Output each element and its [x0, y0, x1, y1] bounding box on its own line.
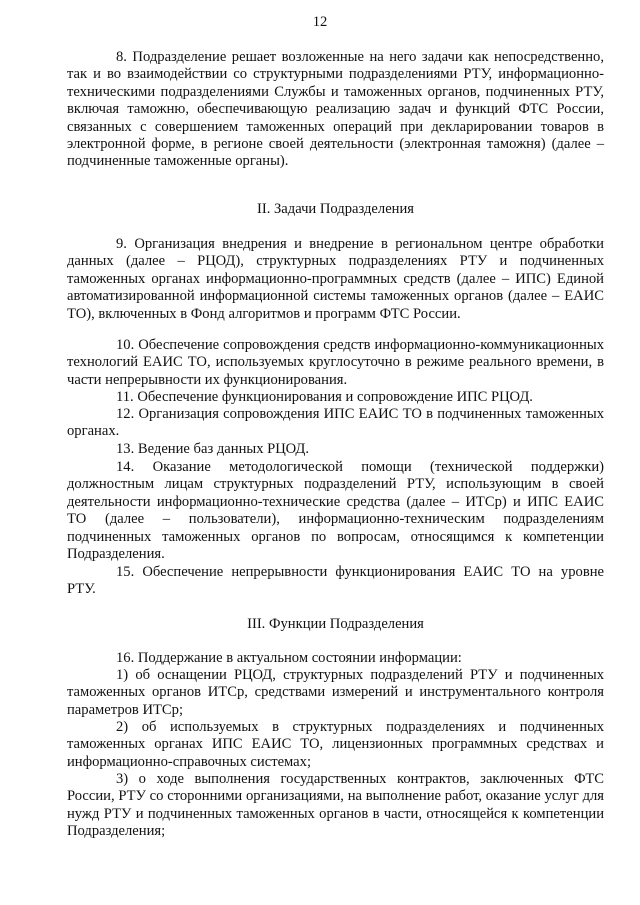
- page-number: 12: [312, 14, 328, 30]
- paragraph-10: 10. Обеспечение сопровождения средств информационно-коммуникационных технологий ЕАИС ТО, используемых круглосуточно в режиме реального времени, в части непрерывности их функционирования.: [67, 337, 604, 388]
- paragraph-11: 11. Обеспечение функционирования и сопровождение ИПС РЦОД.: [116, 389, 533, 405]
- section-heading-tasks: II. Задачи Подразделения: [256, 201, 415, 217]
- paragraph-8: 8. Подразделение решает возложенные на него задачи как непосредственно, так и во взаимодействии со структурными подразделениями РТУ, информационно-техническими подразделениями Службы и таможенных органов, подчиненных РТУ, включая таможню, обеспечивающую реализацию задач и функций ФТС России, связанных с совершением таможенных операций при декларировании товаров в электронной форме, в регионе своей деятельности (электронная таможня) (далее – подчиненные таможенные органы).: [67, 49, 604, 170]
- paragraph-9: 9. Организация внедрения и внедрение в региональном центре обработки данных (далее – РЦОД), структурных подразделениях РТУ и подчиненных таможенных органах информационно-программных средств (далее – ИПС) Единой автоматизированной информационной системы таможенных органов (далее – ЕАИС ТО), включенных в Фонд алгоритмов и программ ФТС России.: [67, 236, 604, 322]
- paragraph-16: 16. Поддержание в актуальном состоянии информации:: [116, 650, 462, 666]
- paragraph-16-item-2: 2) об используемых в структурных подразделениях и подчиненных таможенных органах ИПС ЕАИС ТО, лицензионных программных средствах и информационно-справочных системах;: [67, 719, 604, 770]
- paragraph-15: 15. Обеспечение непрерывности функционирования ЕАИС ТО на уровне РТУ.: [67, 564, 604, 598]
- paragraph-16-item-1: 1) об оснащении РЦОД, структурных подразделений РТУ и подчиненных таможенных органов ИТСр, средствами измерений и инструментального контроля параметров ИТСр;: [67, 667, 604, 718]
- paragraph-12: 12. Организация сопровождения ИПС ЕАИС ТО в подчиненных таможенных органах.: [67, 406, 604, 440]
- paragraph-14: 14. Оказание методологической помощи (технической поддержки) должностным лицам структурных подразделений РТУ, использующим в своей деятельности информационно-технические средства (далее – ИТСр) и ИПС ЕАИС ТО (далее – пользователи), информационно-техническим подразделениям подчиненных таможенных органов по вопросам, относящимся к компетенции Подразделения.: [67, 459, 604, 563]
- paragraph-16-item-3: 3) о ходе выполнения государственных контрактов, заключенных ФТС России, РТУ со сторонними организациями, на выполнение работ, оказание услуг для нужд РТУ и подчиненных таможенных органов в части, относящейся к компетенции Подразделения;: [67, 771, 604, 840]
- paragraph-13: 13. Ведение баз данных РЦОД.: [116, 441, 310, 457]
- section-heading-functions: III. Функции Подразделения: [247, 616, 424, 632]
